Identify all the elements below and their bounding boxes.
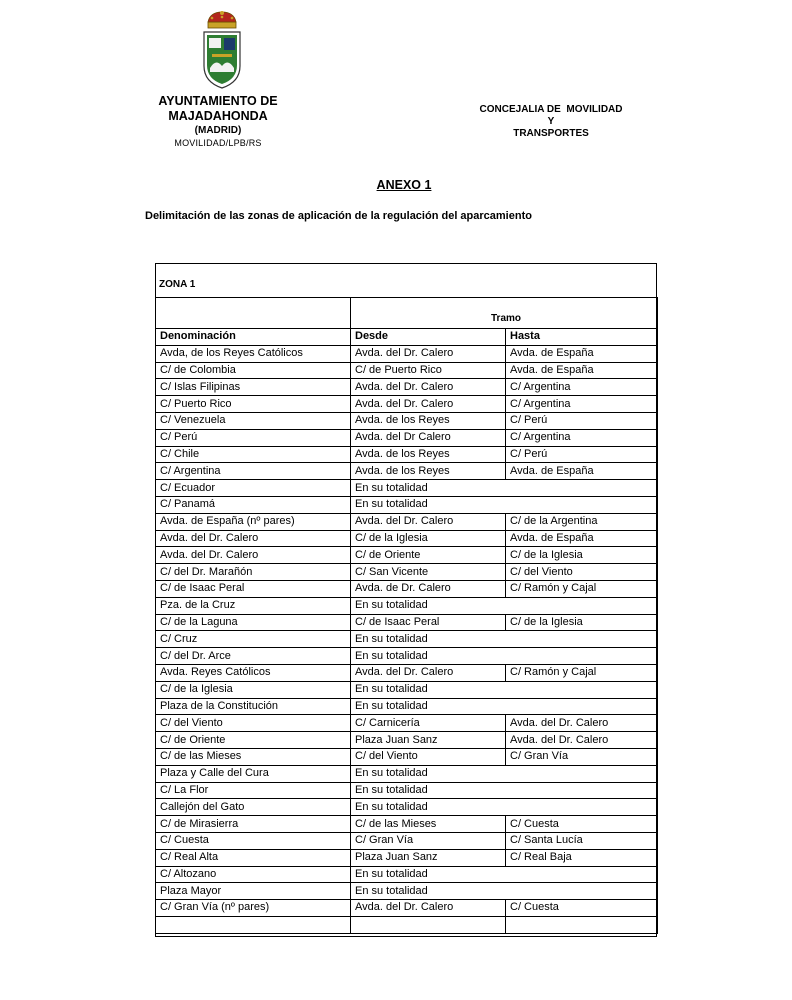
street-name-cell: C/ del Dr. Marañón — [156, 564, 351, 581]
zone-title: ZONA 1 — [159, 279, 196, 290]
table-row — [156, 849, 658, 866]
street-name-cell: C/ Argentina — [156, 463, 351, 480]
table-row — [156, 547, 658, 564]
street-name-cell: C/ Cuesta — [156, 832, 351, 849]
street-name-cell — [156, 916, 351, 933]
to-cell: C/ Cuesta — [506, 900, 658, 917]
from-cell: En su totalidad — [351, 480, 506, 497]
street-name-cell: C/ Ecuador — [156, 480, 351, 497]
from-cell: Avda. del Dr. Calero — [351, 345, 506, 362]
table-row — [156, 681, 658, 698]
tramo-label: Tramo — [491, 313, 522, 324]
table-row — [156, 614, 658, 631]
to-cell — [506, 866, 658, 883]
table-row — [156, 631, 658, 648]
to-cell: Avda. de España — [506, 362, 658, 379]
table-row — [156, 513, 658, 530]
from-cell: Avda. de Dr. Calero — [351, 580, 506, 597]
to-cell: C/ Gran Vía — [506, 748, 658, 765]
from-cell: Avda. del Dr. Calero — [351, 513, 506, 530]
to-cell: C/ Perú — [506, 412, 658, 429]
from-cell: En su totalidad — [351, 799, 506, 816]
from-cell: Avda. de los Reyes — [351, 446, 506, 463]
from-cell: C/ Gran Vía — [351, 832, 506, 849]
to-cell: C/ Argentina — [506, 429, 658, 446]
street-name-cell: Avda. de España (nº pares) — [156, 513, 351, 530]
table-row — [156, 900, 658, 917]
from-cell: C/ de Isaac Peral — [351, 614, 506, 631]
street-name-cell: Plaza de la Constitución — [156, 698, 351, 715]
table-row — [156, 446, 658, 463]
street-name-cell: C/ Chile — [156, 446, 351, 463]
to-cell — [506, 782, 658, 799]
table-row — [156, 799, 658, 816]
table-row — [156, 883, 658, 900]
column-header-desde: Desde — [351, 329, 506, 346]
to-cell — [506, 916, 658, 933]
to-cell — [506, 765, 658, 782]
tramo-header-row — [156, 298, 658, 329]
to-cell: C/ de la Iglesia — [506, 614, 658, 631]
to-cell: C/ Cuesta — [506, 816, 658, 833]
to-cell: C/ de la Iglesia — [506, 547, 658, 564]
to-cell: C/ del Viento — [506, 564, 658, 581]
from-cell: En su totalidad — [351, 681, 506, 698]
to-cell: Avda. de España — [506, 463, 658, 480]
org-name-line2: MAJADAHONDA — [168, 109, 268, 123]
street-name-cell: C/ Altozano — [156, 866, 351, 883]
department-header — [462, 104, 640, 140]
street-name-cell: Avda. del Dr. Calero — [156, 547, 351, 564]
table-row — [156, 664, 658, 681]
table-row — [156, 463, 658, 480]
street-name-cell: Pza. de la Cruz — [156, 597, 351, 614]
table-row — [156, 597, 658, 614]
from-cell: C/ de Oriente — [351, 547, 506, 564]
to-cell: Avda. del Dr. Calero — [506, 715, 658, 732]
street-name-cell: C/ del Viento — [156, 715, 351, 732]
from-cell: En su totalidad — [351, 597, 506, 614]
to-cell: C/ Argentina — [506, 396, 658, 413]
tramo-empty-cell — [156, 298, 351, 329]
table-row — [156, 362, 658, 379]
from-cell: En su totalidad — [351, 631, 506, 648]
organization-header — [140, 94, 296, 149]
from-cell: Avda. de los Reyes — [351, 412, 506, 429]
to-cell — [506, 698, 658, 715]
from-cell: En su totalidad — [351, 698, 506, 715]
to-cell: C/ Ramón y Cajal — [506, 580, 658, 597]
street-name-cell: Plaza Mayor — [156, 883, 351, 900]
zone-table — [155, 297, 658, 934]
annex-title-container — [0, 178, 792, 192]
from-cell: C/ San Vicente — [351, 564, 506, 581]
street-name-cell: C/ de la Laguna — [156, 614, 351, 631]
table-row — [156, 530, 658, 547]
table-row — [156, 345, 658, 362]
table-row — [156, 782, 658, 799]
column-header-denominacion: Denominación — [156, 329, 351, 346]
table-row — [156, 866, 658, 883]
table-row — [156, 379, 658, 396]
from-cell: C/ de la Iglesia — [351, 530, 506, 547]
street-name-cell: Avda. del Dr. Calero — [156, 530, 351, 547]
table-row — [156, 429, 658, 446]
org-region: (MADRID) — [194, 125, 242, 136]
street-name-cell: C/ de Colombia — [156, 362, 351, 379]
annex-title: ANEXO 1 — [376, 178, 432, 192]
to-cell: C/ Real Baja — [506, 849, 658, 866]
table-row — [156, 765, 658, 782]
street-name-cell: C/ La Flor — [156, 782, 351, 799]
table-row — [156, 748, 658, 765]
street-name-cell: C/ Islas Filipinas — [156, 379, 351, 396]
to-cell — [506, 799, 658, 816]
street-name-cell: Plaza y Calle del Cura — [156, 765, 351, 782]
org-name-line1: AYUNTAMIENTO DE — [158, 94, 278, 108]
table-row — [156, 412, 658, 429]
from-cell: Avda. del Dr. Calero — [351, 900, 506, 917]
street-name-cell: C/ de Mirasierra — [156, 816, 351, 833]
from-cell: C/ Carnicería — [351, 715, 506, 732]
table-row — [156, 732, 658, 749]
table-row — [156, 916, 658, 933]
coat-of-arms-icon — [198, 10, 246, 90]
table-row — [156, 480, 658, 497]
street-name-cell: C/ Real Alta — [156, 849, 351, 866]
to-cell: C/ Santa Lucía — [506, 832, 658, 849]
to-cell — [506, 480, 658, 497]
from-cell: En su totalidad — [351, 648, 506, 665]
document-subtitle: Delimitación de las zonas de aplicación de la regulación del aparcamiento — [145, 210, 532, 222]
street-name-cell: C/ Venezuela — [156, 412, 351, 429]
table-row — [156, 832, 658, 849]
table-row — [156, 715, 658, 732]
street-name-cell: C/ Perú — [156, 429, 351, 446]
to-cell — [506, 883, 658, 900]
street-name-cell: C/ de Oriente — [156, 732, 351, 749]
street-name-cell: C/ de las Mieses — [156, 748, 351, 765]
from-cell: Avda. del Dr. Calero — [351, 396, 506, 413]
from-cell: Avda. del Dr. Calero — [351, 379, 506, 396]
street-name-cell: C/ de la Iglesia — [156, 681, 351, 698]
from-cell: En su totalidad — [351, 765, 506, 782]
from-cell: Avda. del Dr. Calero — [351, 664, 506, 681]
street-name-cell: Callejón del Gato — [156, 799, 351, 816]
from-cell: En su totalidad — [351, 866, 506, 883]
table-row — [156, 564, 658, 581]
street-name-cell: Avda. Reyes Católicos — [156, 664, 351, 681]
to-cell: C/ de la Argentina — [506, 513, 658, 530]
table-row — [156, 698, 658, 715]
street-name-cell: C/ Cruz — [156, 631, 351, 648]
street-name-cell: C/ de Isaac Peral — [156, 580, 351, 597]
from-cell: Plaza Juan Sanz — [351, 849, 506, 866]
table-row — [156, 816, 658, 833]
from-cell — [351, 916, 506, 933]
tramo-header-cell — [351, 298, 658, 329]
from-cell: En su totalidad — [351, 782, 506, 799]
from-cell: Avda. de los Reyes — [351, 463, 506, 480]
to-cell — [506, 631, 658, 648]
street-name-cell: C/ del Dr. Arce — [156, 648, 351, 665]
street-name-cell: Avda, de los Reyes Católicos — [156, 345, 351, 362]
to-cell: C/ Argentina — [506, 379, 658, 396]
to-cell — [506, 496, 658, 513]
table-row — [156, 580, 658, 597]
column-header-hasta: Hasta — [506, 329, 658, 346]
from-cell: Avda. del Dr Calero — [351, 429, 506, 446]
to-cell: C/ Perú — [506, 446, 658, 463]
dept-line1: CONCEJALIA DE MOVILIDAD — [479, 104, 623, 115]
to-cell: C/ Ramón y Cajal — [506, 664, 658, 681]
table-row — [156, 648, 658, 665]
to-cell — [506, 681, 658, 698]
from-cell: Plaza Juan Sanz — [351, 732, 506, 749]
dept-line3: TRANSPORTES — [513, 128, 589, 139]
to-cell: Avda. de España — [506, 345, 658, 362]
dept-line2: Y — [547, 116, 555, 127]
to-cell: Avda. de España — [506, 530, 658, 547]
table-row — [156, 496, 658, 513]
street-name-cell: C/ Puerto Rico — [156, 396, 351, 413]
from-cell: En su totalidad — [351, 496, 506, 513]
document-code: MOVILIDAD/LPB/RS — [174, 138, 262, 148]
table-row — [156, 396, 658, 413]
from-cell: En su totalidad — [351, 883, 506, 900]
column-header-row — [156, 329, 658, 346]
from-cell: C/ de las Mieses — [351, 816, 506, 833]
street-name-cell: C/ Gran Vía (nº pares) — [156, 900, 351, 917]
to-cell: Avda. del Dr. Calero — [506, 732, 658, 749]
street-name-cell: C/ Panamá — [156, 496, 351, 513]
to-cell — [506, 648, 658, 665]
from-cell: C/ de Puerto Rico — [351, 362, 506, 379]
to-cell — [506, 597, 658, 614]
from-cell: C/ del Viento — [351, 748, 506, 765]
